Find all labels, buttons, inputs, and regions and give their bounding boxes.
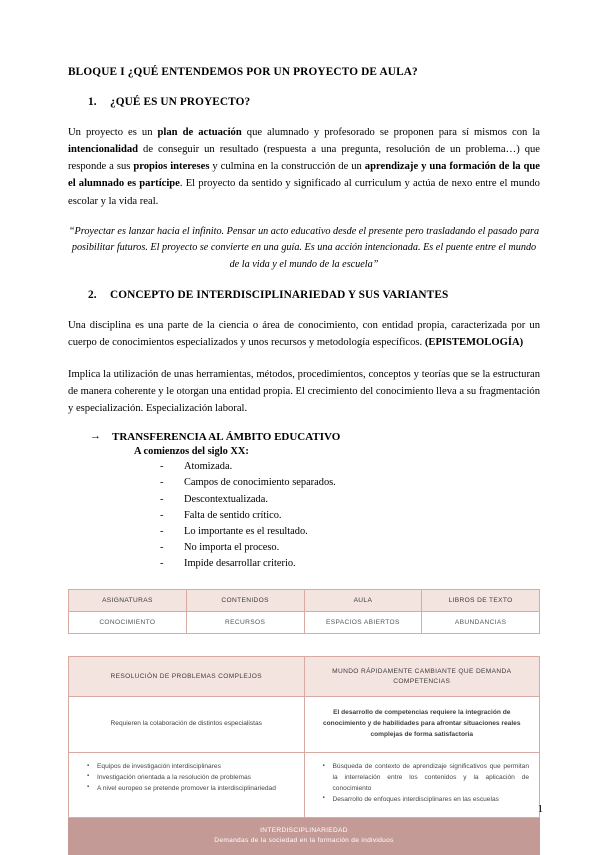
table-cell-bullets-right — [304, 753, 540, 818]
transference-list — [68, 459, 540, 573]
table-header-cell: LIBROS DE TEXTO — [422, 589, 540, 611]
table-footer-band — [69, 817, 540, 854]
para-frag: de conseguir un resultado (respuesta a una pregunta, resolución de un problema…) que responde a sus — [68, 144, 540, 173]
table-row — [69, 817, 540, 854]
footer-subtitle: Demandas de la sociedad en la formación de individuos — [214, 836, 394, 844]
list-item: ▪ Equipos de investigación interdisciplinares — [89, 762, 294, 773]
table-row — [69, 753, 540, 818]
list-item: ▪ Búsqueda de contexto de aprendizaje significativos que permitan la interrelación entre los contenidos y la aplicación de conocimiento — [325, 762, 530, 795]
table-cell: ABUNDANCIAS — [422, 611, 540, 633]
list-item: ▪ A nivel europeo se pretende promover la interdisciplinariedad — [89, 784, 294, 795]
bullet-list-right — [315, 762, 530, 806]
pull-quote: “Proyectar es lanzar hacia el infinito. Pensar un acto educativo desde el presente pero trasladando el pasado para posibilitar futuros. El proyecto se convierte en una guía. Es una acción intencionada. Es el puente entre el mundo de la vida y el mundo de la escuela” — [68, 225, 540, 270]
table-cell-bullets-left — [69, 753, 305, 818]
table-header-cell-right: MUNDO RÁPIDAMENTE CAMBIANTE QUE DEMANDA COMPETENCIAS — [304, 656, 540, 697]
list-item: - Campos de conocimiento separados. — [160, 475, 540, 491]
para-frag: Un proyecto es un — [68, 127, 158, 138]
table-cell: ESPACIOS ABIERTOS — [304, 611, 422, 633]
section-2-number: 2. — [88, 289, 97, 302]
para-frag: Una disciplina es una parte de la ciencia o área de conocimiento, con entidad propia, caracterizada por un cuerpo de conocimientos especializados y unos recursos y metodología específicos. — [68, 320, 540, 349]
para-frag: que alumnado y profesorado se proponen para sí mismos con la — [241, 127, 540, 138]
para-bold: propios intereses — [133, 161, 210, 173]
section-1-number: 1. — [88, 96, 97, 108]
para-frag: . El proyecto da sentido y significado al curriculum y actúa de nexo entre el mundo escolar y la vida real. — [68, 178, 540, 207]
para-bold: intencionalidad — [68, 144, 139, 156]
list-item: ▪ Desarrollo de enfoques interdisciplinares en las escuelas — [325, 795, 530, 806]
comparison-table-2 — [68, 656, 540, 855]
section-2-paragraph-1 — [68, 317, 540, 351]
table-header-cell-left: RESOLUCIÓN DE PROBLEMAS COMPLEJOS — [69, 656, 305, 697]
section-2-label: CONCEPTO DE INTERDISCIPLINARIEDAD Y SUS VARIANTES — [110, 289, 449, 302]
transference-subheading: A comienzos del siglo XX: — [134, 446, 249, 458]
page-number: 1 — [537, 804, 543, 815]
section-2-heading — [68, 289, 540, 301]
table-row — [69, 656, 540, 697]
table-row — [69, 697, 540, 753]
section-1-label: ¿QUÉ ES UN PROYECTO? — [110, 96, 251, 108]
table-cell: CONOCIMIENTO — [69, 611, 187, 633]
table-row — [69, 611, 540, 633]
section-1-heading — [68, 96, 540, 108]
section-1-paragraph — [68, 124, 540, 210]
section-2-paragraph-2: Implica la utilización de unas herramientas, métodos, procedimientos, conceptos y teorías que se la estructuran de manera coherente y le otorgan una entidad propia. El crecimiento del conocimiento lleva a su fragmentación y especialización. Especialización laboral. — [68, 368, 540, 414]
table-header-cell: CONTENIDOS — [186, 589, 304, 611]
para-bold: aprendizaje y una formación de la que el alumnado es partícipe — [68, 161, 540, 190]
table-cell: RECURSOS — [186, 611, 304, 633]
list-item: - Descontextualizada. — [160, 492, 540, 508]
arrow-right-icon: → — [90, 430, 101, 443]
footer-title: INTERDISCIPLINARIEDAD — [260, 826, 348, 834]
list-item: ▪ Investigación orientada a la resolución de problemas — [89, 773, 294, 784]
table-cell-right: El desarrollo de competencias requiere la integración de conocimiento y de habilidades para afrontar situaciones reales complejas de forma satisfactoria — [304, 697, 540, 753]
transference-heading — [68, 431, 540, 443]
list-item: - No importa el proceso. — [160, 540, 540, 556]
list-item: - Falta de sentido crítico. — [160, 508, 540, 524]
para-bold: plan de actuación — [157, 127, 242, 138]
para-frag: y culmina en la construcción de un — [209, 161, 365, 173]
table-header-cell: ASIGNATURAS — [69, 589, 187, 611]
table-header-cell: AULA — [304, 589, 422, 611]
list-item: - Atomizada. — [160, 459, 540, 475]
list-item: - Impide desarrollar criterio. — [160, 556, 540, 572]
comparison-table-1 — [68, 589, 540, 634]
list-item: - Lo importante es el resultado. — [160, 524, 540, 540]
table-row — [69, 589, 540, 611]
bullet-list-left — [79, 762, 294, 795]
page-title: BLOQUE I ¿QUÉ ENTENDEMOS POR UN PROYECTO DE AULA? — [68, 66, 418, 78]
para-bold: (EPISTEMOLOGÍA) — [424, 337, 524, 349]
transference-label: TRANSFERENCIA AL ÁMBITO EDUCATIVO — [112, 431, 341, 444]
table-cell-left: Requieren la colaboración de distintos especialistas — [69, 697, 305, 753]
